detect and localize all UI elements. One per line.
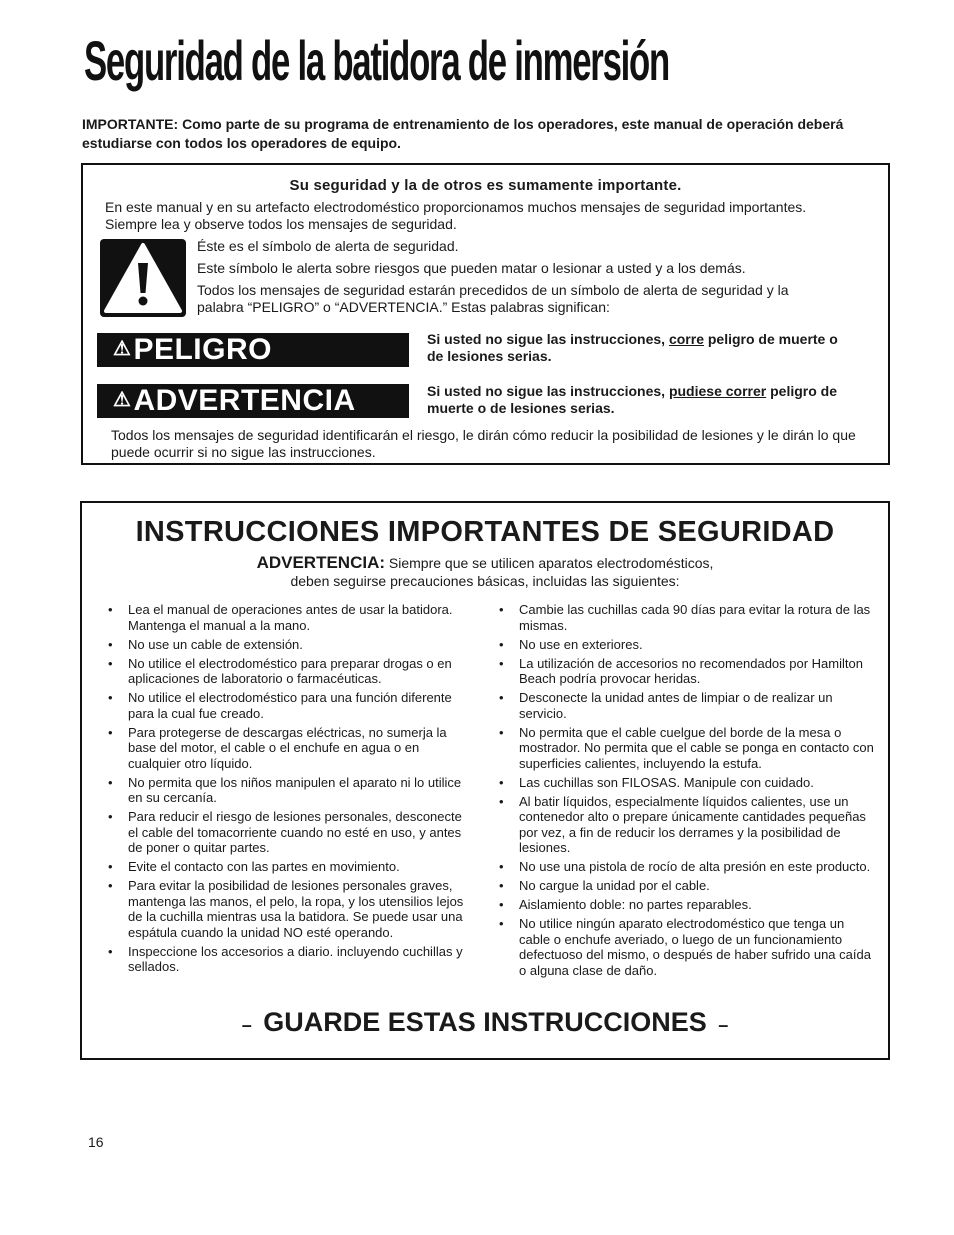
safety-message-box [81, 163, 890, 465]
safety-box-heading: Su seguridad y la de otros es sumamente importante. [289, 177, 682, 194]
list-item: • No use una pistola de rocío de alta presión en este producto. [499, 859, 871, 874]
list-item: • No utilice ningún aparato electrodoméstico que tenga un cable o enchufe averiado, o luego de un funcionamiento defectuoso del mismo, o después de haber sufrido una caída o alguna clase de daño. [499, 916, 871, 978]
safety-alert-symbol-icon [100, 239, 186, 317]
danger-label: PELIGRO [133, 333, 272, 366]
safety-box-closing: Todos los mensajes de seguridad identificarán el riesgo, le dirán cómo reducir la posibilidad de lesiones y le dirán lo que puede ocurrir si no sigue las instrucciones. [111, 427, 856, 460]
instructions-warning-text: Siempre que se utilicen aparatos electrodomésticos, [388, 555, 714, 571]
list-item: • No utilice el electrodoméstico para una función diferente para la cual fue creado. [108, 690, 452, 721]
list-item: • Para evitar la posibilidad de lesiones personales graves, mantenga las manos, el pelo, la ropa, y los utensilios lejos de la cuchilla mientras usa la batidora. Se puede usar una espátula cuando la unidad NO esté operando. [108, 878, 464, 940]
list-item: • Cambie las cuchillas cada 90 días para evitar la rotura de las mismas. [499, 602, 871, 633]
list-item: • No cargue la unidad por el cable. [499, 878, 710, 893]
instructions-warning-text-2: deben seguirse precauciones básicas, incluidas las siguientes: [290, 573, 680, 589]
symbol-line-3: Todos los mensajes de seguridad estarán precedidos de un símbolo de alerta de seguridad y la palabra “PELIGRO” o “ADVERTENCIA.” Estas palabras significan: [197, 282, 789, 315]
danger-signal-word [97, 333, 409, 367]
instructions-right-column [497, 602, 877, 982]
instructions-warning-label: ADVERTENCIA: [256, 553, 386, 572]
list-item: • La utilización de accesorios no recomendados por Hamilton Beach podría provocar heridas. [499, 655, 863, 686]
list-item: • No permita que el cable cuelgue del borde de la mesa o mostrador. No permita que el cable se ponga en contacto con superficies calientes, incluyendo la estufa. [499, 724, 874, 771]
dash-left: – [241, 1015, 252, 1035]
list-item: • No use en exteriores. [499, 636, 643, 652]
warning-text-after: peligro de muerte o de lesiones serias. [427, 383, 838, 416]
list-item: • No use un cable de extensión. [108, 636, 303, 652]
danger-text-before: Si usted no sigue las instrucciones, [427, 331, 666, 347]
symbol-line-1: Éste es el símbolo de alerta de seguridad. [197, 238, 459, 254]
list-item: • No utilice el electrodoméstico para preparar drogas o en aplicaciones de laboratorio o farmacéuticas. [108, 655, 452, 686]
alert-triangle-icon: ⚠ [113, 337, 132, 360]
warning-signal-word [97, 384, 409, 418]
danger-text-after: peligro de muerte o de lesiones serias. [427, 331, 838, 364]
danger-text-underlined: corre [668, 331, 704, 347]
warning-description [427, 383, 847, 417]
danger-description [427, 331, 847, 365]
list-item: • Las cuchillas son FILOSAS. Manipule con cuidado. [499, 774, 814, 790]
important-note: IMPORTANTE: Como parte de su programa de entrenamiento de los operadores, este manual de operación deberá estudiarse con todos los operadores de equipo. [82, 116, 844, 151]
dash-right: – [718, 1015, 729, 1035]
instructions-left-column [106, 602, 471, 978]
list-item: • Evite el contacto con las partes en movimiento. [108, 859, 400, 874]
symbol-description [197, 238, 857, 321]
list-item: • No permita que los niños manipulen el aparato ni lo utilice en su cercanía. [108, 774, 462, 805]
warning-label: ADVERTENCIA [133, 384, 356, 417]
warning-text-before: Si usted no sigue las instrucciones, [427, 383, 666, 399]
symbol-line-2: Este símbolo le alerta sobre riesgos que pueden matar o lesionar a usted y a los demás. [197, 260, 746, 276]
page-title: Seguridad de la batidora de inmersión [84, 29, 669, 92]
save-instructions-text: GUARDE ESTAS INSTRUCCIONES [263, 1007, 707, 1037]
list-item: • Para reducir el riesgo de lesiones personales, desconecte el cable del tomacorriente cuando no esté en uso, y antes de poner o quitar partes. [108, 809, 462, 855]
safety-instructions-box [80, 501, 890, 1060]
list-item: • Inspeccione los accesorios a diario. incluyendo cuchillas y sellados. [108, 943, 463, 974]
instructions-heading: INSTRUCCIONES IMPORTANTES DE SEGURIDAD [135, 516, 835, 548]
instructions-warning [82, 554, 888, 590]
safety-box-intro: En este manual y en su artefacto electrodoméstico proporcionamos muchos mensajes de seguridad importantes. Siempre lea y observe todos los mensajes de seguridad. [105, 199, 807, 232]
alert-triangle-icon: ⚠ [113, 388, 132, 411]
page-number: 16 [88, 1134, 104, 1150]
save-instructions-banner [82, 1007, 888, 1038]
list-item: • Desconecte la unidad antes de limpiar o de realizar un servicio. [499, 690, 833, 721]
list-item: • Lea el manual de operaciones antes de usar la batidora. Mantenga el manual a la mano. [108, 602, 453, 633]
list-item: • Para protegerse de descargas eléctricas, no sumerja la base del motor, el cable o el enchufe en agua o en cualquier otro líquido. [108, 724, 447, 771]
warning-text-underlined: pudiese correr [668, 383, 767, 399]
list-item: • Aislamiento doble: no partes reparables. [499, 897, 752, 912]
list-item: • Al batir líquidos, especialmente líquidos calientes, use un contenedor alto o prepare únicamente cantidades pequeñas por vez, a fin de reducir los derrames y la posibilidad de lesiones. [499, 793, 866, 855]
